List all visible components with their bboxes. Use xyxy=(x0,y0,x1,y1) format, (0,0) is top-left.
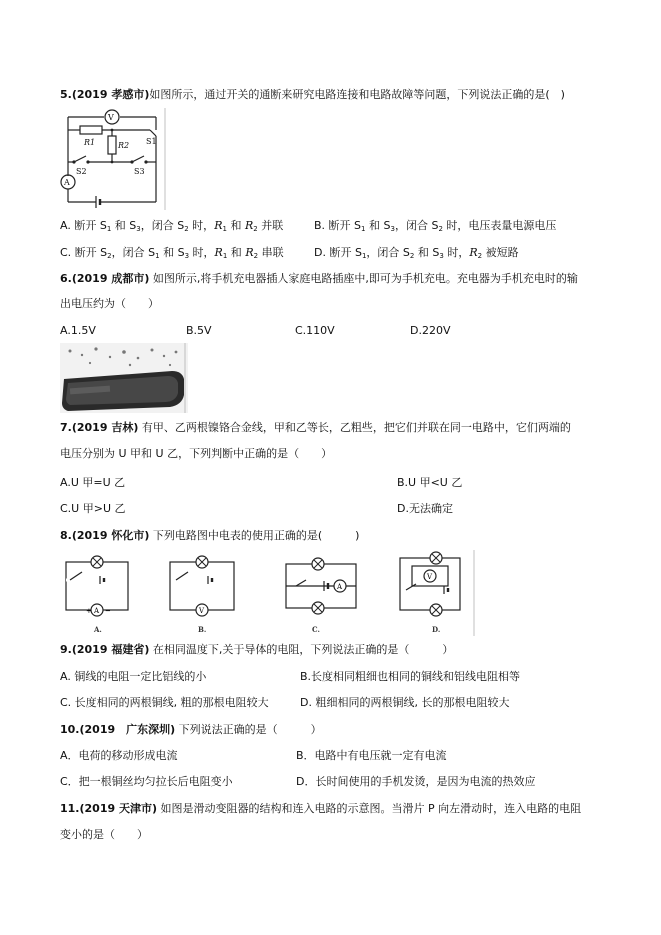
q11-number: 11. xyxy=(60,802,80,815)
q11-text-line1: 如图是滑动变阻器的结构和连入电路的示意图。当滑片 P 向左滑动时，连入电路的电阻 xyxy=(160,802,582,815)
q5-r1-label: R1 xyxy=(84,138,96,147)
q6-option-d: D.220V xyxy=(410,324,451,337)
q8-circuit-a xyxy=(66,562,128,610)
q8-label-c: C. xyxy=(312,625,320,634)
q5-text: 如图所示，通过开关的通断来研究电路连接和电路故障等问题，下列说法正确的是( ) xyxy=(149,88,565,101)
q9-option-c: C. 长度相同的两根铜线, 粗的那根电阻较大 xyxy=(60,696,269,709)
q6-option-a: A.1.5V xyxy=(60,324,96,337)
q7-option-d: D.无法确定 xyxy=(397,502,453,515)
q5-option-d-letter: D. xyxy=(314,246,326,259)
q8-text: 下列电路图中电表的使用正确的是( ) xyxy=(152,529,360,542)
q5-option-d: D. 断开 $S_1$，闭合 $S_2$ 和 $S_3$ 时，$R_2$ 被短路 xyxy=(314,246,519,260)
q9-stem xyxy=(60,643,453,657)
q8-number: 8. xyxy=(60,529,72,542)
q6-stem-line1 xyxy=(60,272,578,286)
q8-stem xyxy=(60,529,359,543)
q5-option-a: A. 断开 $S_1$ 和 $S_3$，闭合 $S_2$ 时，$R_1$ 和 $R_2$ 并联 xyxy=(60,219,284,233)
q5-option-c: C. 断开 $S_2$，闭合 $S_1$ 和 $S_3$ 时，$R_1$ 和 $R_2$ 串联 xyxy=(60,246,284,260)
q8-d-voltmeter-label: V xyxy=(427,573,433,581)
q7-text-line2: 电压分别为 U 甲和 U 乙，下列判断中正确的是（ ） xyxy=(60,447,333,460)
q5-voltmeter-label: V xyxy=(108,113,114,122)
q9-option-b: B.长度相同粗细也相同的铜线和铝线电阻相等 xyxy=(300,670,521,683)
q7-stem-line1 xyxy=(60,421,571,435)
q7-option-c: C.U 甲>U 乙 xyxy=(60,502,126,515)
q10-number: 10. xyxy=(60,723,80,736)
q8-b-voltmeter-label: V xyxy=(199,607,205,615)
q8-label-b: B. xyxy=(198,625,207,634)
q11-source: (2019 天津市) xyxy=(79,802,157,815)
q5-circuit-diagram xyxy=(56,106,168,210)
q8-circuits-diagram xyxy=(60,550,480,636)
q6-option-b: B.5V xyxy=(186,324,212,337)
q9-option-d: D. 粗细相同的两根铜线, 长的那根电阻较大 xyxy=(300,696,510,709)
q7-source: (2019 吉林) xyxy=(71,421,139,434)
q8-circuit-d xyxy=(400,558,460,610)
q6-option-c: C.110V xyxy=(295,324,335,337)
q11-stem-line1 xyxy=(60,802,581,816)
q10-stem xyxy=(60,723,322,737)
q8-circuit-b xyxy=(170,562,234,610)
q8-label-a: A. xyxy=(94,625,102,634)
q5-number: 5. xyxy=(60,88,72,101)
q5-stem xyxy=(60,88,565,102)
q7-text-line1: 有甲、乙两根镍铬合金线，甲和乙等长，乙粗些，把它们并联在同一电路中，它们两端的 xyxy=(141,421,571,434)
q5-option-c-letter: C. xyxy=(60,246,72,259)
q10-source: (2019 广东深圳) xyxy=(79,723,176,736)
q5-s3-label: S3 xyxy=(134,167,145,176)
q9-text: 在相同温度下,关于导体的电阻，下列说法正确的是（ ） xyxy=(152,643,454,656)
q9-number: 9. xyxy=(60,643,72,656)
q9-source: (2019 福建省) xyxy=(71,643,150,656)
q6-text-line2: 出电压约为（ ） xyxy=(60,297,159,310)
q10-option-b: B．电路中有电压就一定有电流 xyxy=(296,749,447,762)
q8-source: (2019 怀化市) xyxy=(71,529,150,542)
q5-option-b: B. 断开 $S_1$ 和 $S_3$，闭合 $S_2$ 时，电压表量电源电压 xyxy=(314,219,557,233)
q7-option-a: A.U 甲=U 乙 xyxy=(60,476,126,489)
q8-a-ammeter-label: A xyxy=(94,607,100,615)
q11-text-line2: 变小的是（ ） xyxy=(60,828,148,841)
q10-option-c: C．把一根铜丝均匀拉长后电阻变小 xyxy=(60,775,233,788)
q5-option-b-letter: B. xyxy=(314,219,326,232)
q6-source: (2019 成都市) xyxy=(71,272,150,285)
q6-phone-charger-photo xyxy=(60,343,188,413)
q6-number: 6. xyxy=(60,272,72,285)
q5-s2-label: S2 xyxy=(76,167,87,176)
q5-r2-label: R2 xyxy=(118,141,130,150)
svg-text:+: + xyxy=(86,607,92,615)
q10-option-a: A．电荷的移动形成电流 xyxy=(60,749,178,762)
q9-option-a: A. 铜线的电阻一定比铝线的小 xyxy=(60,670,207,683)
q5-circuit-figure xyxy=(56,106,168,210)
svg-text:−: − xyxy=(105,607,111,615)
q8-c-ammeter-label: A xyxy=(337,583,343,591)
q10-option-d: D．长时间使用的手机发烫，是因为电流的热效应 xyxy=(296,775,536,788)
phone-photo-image xyxy=(60,343,188,413)
q5-s1-label: S1 xyxy=(146,137,157,146)
q8-circuit-figures xyxy=(60,550,480,636)
q8-label-d: D. xyxy=(432,625,441,634)
q10-text: 下列说法正确的是（ ） xyxy=(178,723,322,736)
q7-number: 7. xyxy=(60,421,72,434)
q6-text-line1: 如图所示,将手机充电器插人家庭电路插座中,即可为手机充电。充电器为手机充电时的输 xyxy=(152,272,578,285)
q7-option-b: B.U 甲<U 乙 xyxy=(397,476,463,489)
q5-ammeter-label: A xyxy=(64,178,70,187)
q5-source: (2019 孝感市) xyxy=(71,88,150,101)
q5-option-a-letter: A. xyxy=(60,219,71,232)
